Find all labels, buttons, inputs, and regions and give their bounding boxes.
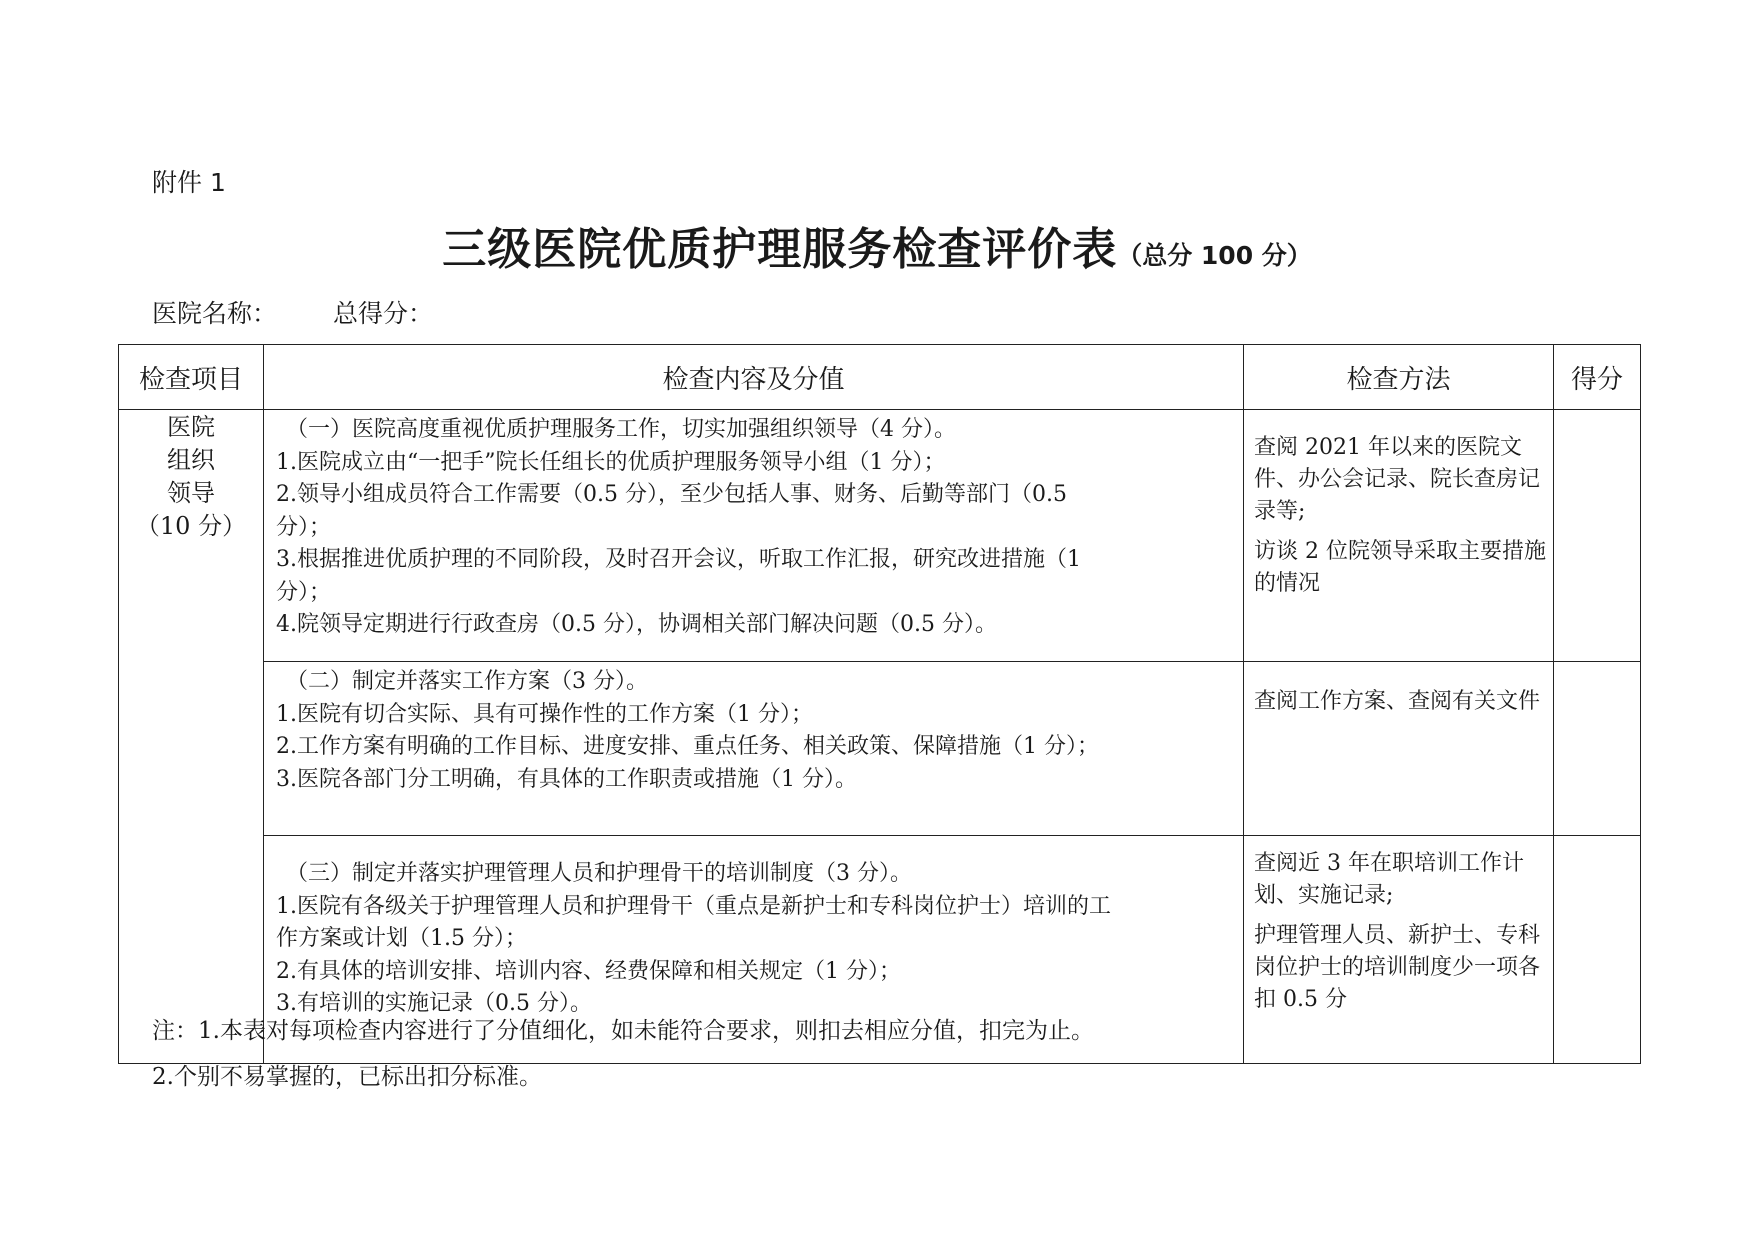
hospital-meta-line bbox=[152, 294, 433, 330]
content-line: 分）； bbox=[276, 579, 332, 605]
content-line: （二）制定并落实工作方案（3 分）。 bbox=[286, 669, 648, 694]
check-item-points: （10 分） bbox=[135, 512, 247, 540]
content-line: 3.有培训的实施记录（0.5 分）。 bbox=[276, 991, 592, 1016]
title-total-score: （总分 100 分） bbox=[1117, 241, 1312, 270]
method-text: 查阅 2021 年以来的医院文件、办公会记录、院长查房记录等; bbox=[1254, 435, 1541, 524]
method-text: 查阅工作方案、查阅有关文件 bbox=[1254, 689, 1541, 714]
content-line: 分）； bbox=[276, 514, 332, 540]
content-line: 2.有具体的培训安排、培训内容、经费保障和相关规定（1 分）； bbox=[276, 958, 901, 984]
check-item-cell bbox=[119, 410, 264, 1064]
attachment-label: 附件 1 bbox=[152, 168, 226, 197]
method-cell bbox=[1244, 410, 1554, 662]
page-title bbox=[0, 220, 1754, 286]
title-main: 三级医院优质护理服务检查评价表 bbox=[442, 224, 1118, 275]
check-item-line: 领导 bbox=[167, 479, 215, 507]
score-cell[interactable] bbox=[1554, 836, 1641, 1064]
content-line: （一）医院高度重视优质护理服务工作，切实加强组织领导（4 分）。 bbox=[286, 417, 956, 442]
content-line: （三）制定并落实护理管理人员和护理骨干的培训制度（3 分）。 bbox=[286, 861, 912, 886]
content-line: 作方案或计划（1.5 分）； bbox=[276, 926, 527, 951]
check-item-line: 医院 bbox=[167, 413, 215, 441]
check-item-line: 组织 bbox=[167, 446, 215, 474]
table-header-row bbox=[119, 345, 1641, 410]
content-cell bbox=[264, 410, 1244, 662]
content-line: 4.院领导定期进行行政查房（0.5 分），协调相关部门解决问题（0.5 分）。 bbox=[276, 612, 997, 637]
content-line: 1.医院有切合实际、具有可操作性的工作方案（1 分）； bbox=[276, 701, 813, 727]
hospital-name-label: 医院名称： bbox=[152, 299, 278, 328]
note-line: 注：1.本表对每项检查内容进行了分值细化，如未能符合要求，则扣去相应分值，扣完为止。 bbox=[152, 1018, 1094, 1044]
content-line: 1.医院有各级关于护理管理人员和护理骨干（重点是新护士和专科岗位护士）培训的工 bbox=[276, 893, 1111, 919]
content-line: 3.根据推进优质护理的不同阶段，及时召开会议，听取工作汇报，研究改进措施（1 bbox=[276, 547, 1081, 572]
evaluation-table bbox=[118, 344, 1641, 1064]
method-text: 护理管理人员、新护士、专科岗位护士的培训制度少一项各扣 0.5 分 bbox=[1254, 923, 1541, 1012]
method-text: 查阅近 3 年在职培训工作计划、实施记录; bbox=[1254, 851, 1524, 908]
score-cell[interactable] bbox=[1554, 410, 1641, 662]
header-check-content: 检查内容及分值 bbox=[264, 345, 1244, 410]
method-cell bbox=[1244, 662, 1554, 836]
method-cell bbox=[1244, 836, 1554, 1064]
content-line: 2.领导小组成员符合工作需要（0.5 分），至少包括人事、财务、后勤等部门（0.5 bbox=[276, 482, 1067, 507]
table-row bbox=[119, 662, 1641, 836]
method-text: 访谈 2 位院领导采取主要措施的情况 bbox=[1254, 539, 1546, 596]
score-cell[interactable] bbox=[1554, 662, 1641, 836]
header-check-method: 检查方法 bbox=[1244, 345, 1554, 410]
table-row bbox=[119, 410, 1641, 662]
content-line: 1.医院成立由“一把手”院长任组长的优质护理服务领导小组（1 分）； bbox=[276, 449, 946, 475]
content-line: 2.工作方案有明确的工作目标、进度安排、重点任务、相关政策、保障措施（1 分）； bbox=[276, 734, 1099, 759]
content-line: 3.医院各部门分工明确，有具体的工作职责或措施（1 分）。 bbox=[276, 766, 857, 792]
header-check-item: 检查项目 bbox=[119, 345, 264, 410]
note-line: 2.个别不易掌握的，已标出扣分标准。 bbox=[152, 1064, 542, 1090]
header-score: 得分 bbox=[1554, 345, 1641, 410]
content-cell bbox=[264, 662, 1244, 836]
total-score-label: 总得分： bbox=[333, 299, 434, 328]
